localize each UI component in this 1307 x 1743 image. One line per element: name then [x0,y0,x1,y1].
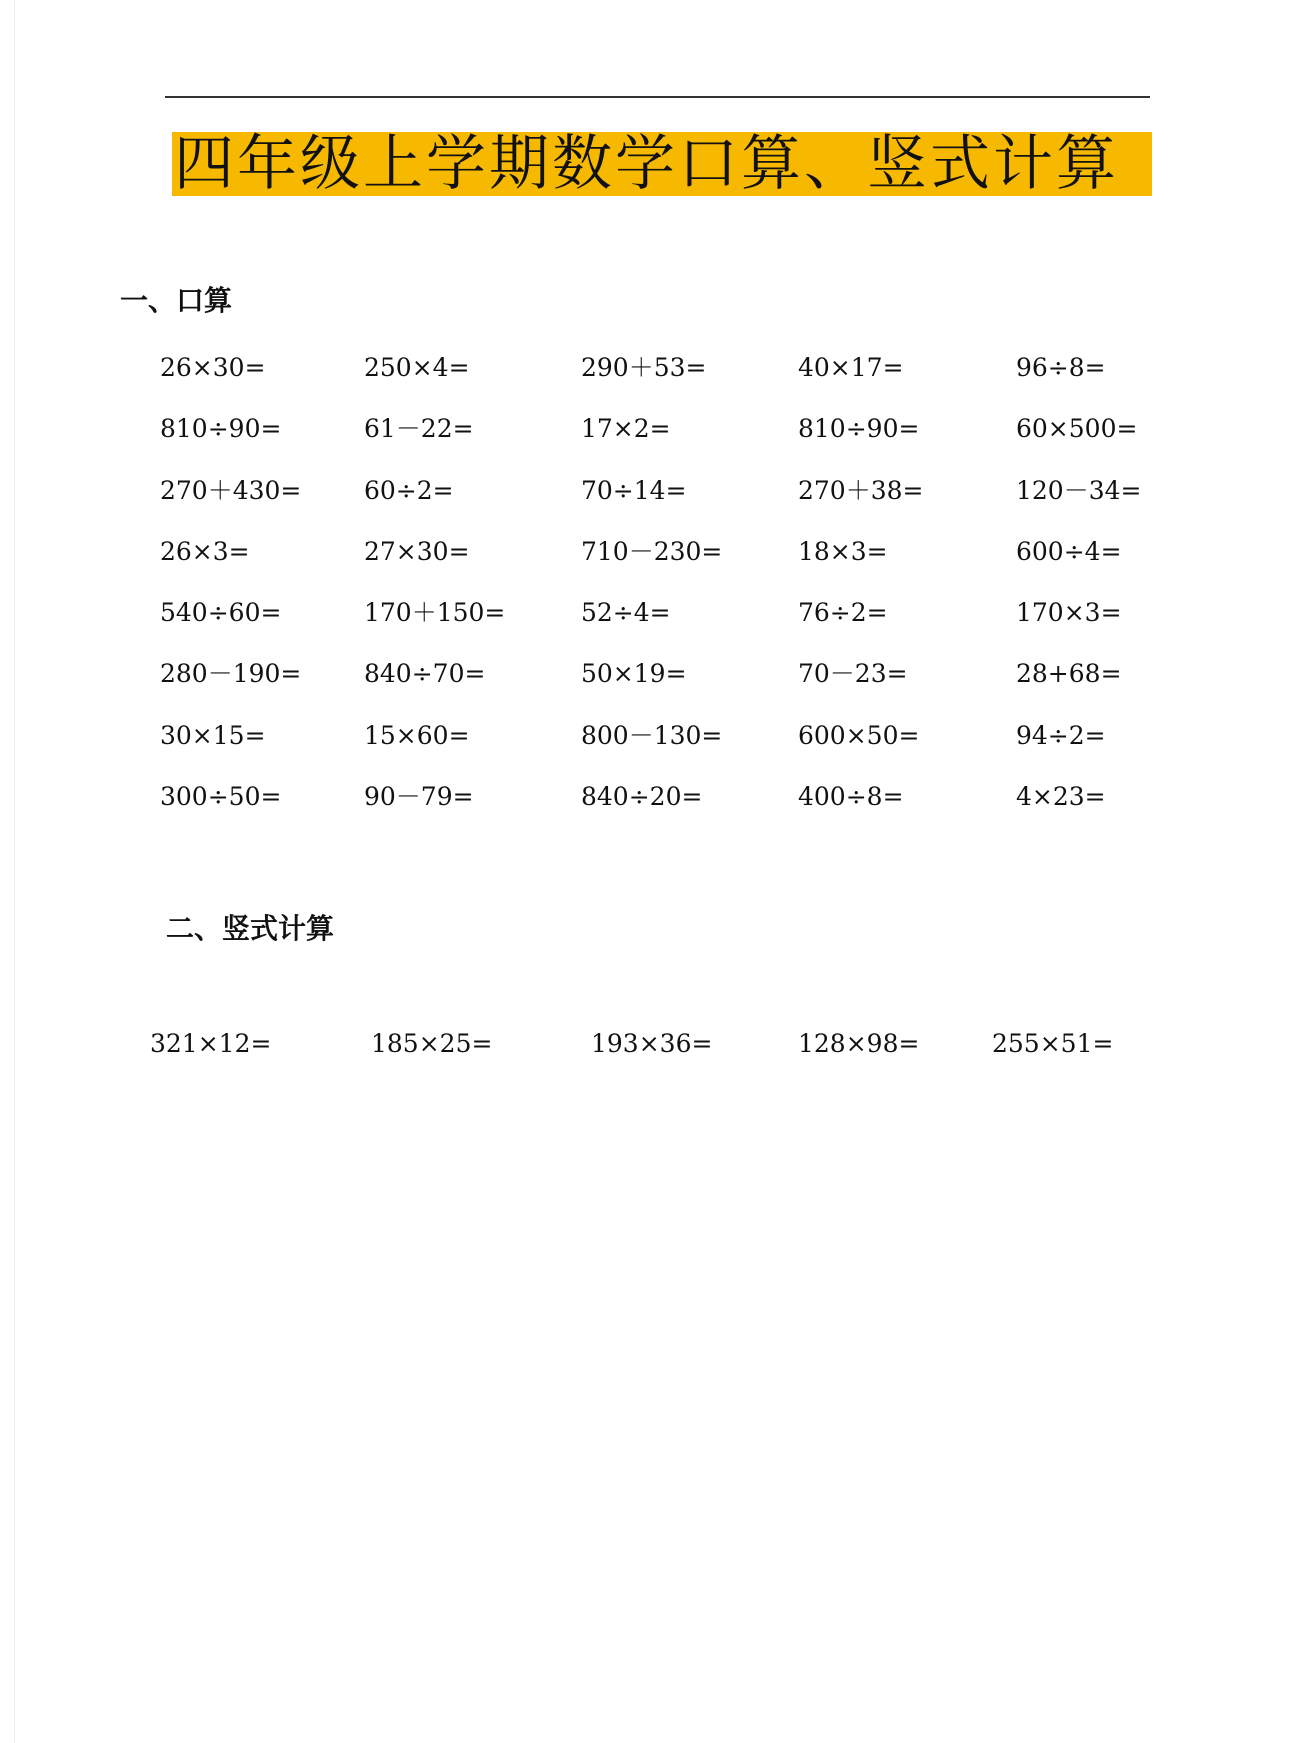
problem: 300÷50= [160,782,282,812]
problem: 4×23= [1016,782,1106,812]
vertical-problem: 185×25= [371,1029,493,1058]
section-heading-vertical-calculation: 二、竖式计算 [166,912,335,945]
problem: 250×4= [364,353,470,382]
problem: 60÷2= [364,475,454,505]
problem: 96÷8= [1016,353,1106,382]
problem: 540÷60= [160,598,282,628]
problem-row [160,718,1160,779]
mental-math-grid [160,350,1160,840]
problem: 270＋38= [798,475,924,505]
problem: 70－23= [798,659,908,689]
worksheet-title: 四年级上学期数学口算、竖式计算 [172,132,1152,196]
problem: 810÷90= [160,414,282,444]
problem: 17×2= [581,414,671,444]
problem-row [160,473,1160,534]
problem-row [160,595,1160,656]
problem: 280－190= [160,659,302,689]
problem: 800－130= [581,720,723,750]
problem: 600÷4= [1016,536,1122,566]
problem: 90－79= [364,782,474,812]
problem: 50×19= [581,659,687,689]
problem: 61－22= [364,414,474,444]
problem: 810÷90= [798,414,920,444]
problem: 170×3= [1016,598,1122,628]
problem: 400÷8= [798,782,904,812]
top-divider [165,96,1150,98]
problem: 840÷20= [581,782,703,812]
problem: 70÷14= [581,475,687,505]
vertical-calculation-row [0,1026,1307,1066]
vertical-problem: 128×98= [798,1029,920,1058]
problem: 18×3= [798,536,888,566]
problem: 60×500= [1016,414,1138,444]
problem: 270＋430= [160,475,302,505]
vertical-problem: 193×36= [591,1029,713,1058]
problem: 27×30= [364,536,470,566]
problem: 26×30= [160,353,266,382]
problem: 52÷4= [581,598,671,628]
problem: 30×15= [160,720,266,750]
problem: 76÷2= [798,598,888,628]
worksheet-page [14,0,1307,1743]
problem-row [160,656,1160,717]
problem: 40×17= [798,353,904,382]
problem-row [160,779,1160,840]
problem-row [160,534,1160,595]
problem-row [160,350,1160,411]
section-heading-mental-math: 一、口算 [120,284,233,317]
problem: 840÷70= [364,659,486,689]
problem: 94÷2= [1016,720,1106,750]
problem: 26×3= [160,536,250,566]
problem: 710－230= [581,536,723,566]
problem: 28+68= [1016,659,1122,689]
vertical-problem: 255×51= [992,1029,1114,1058]
problem-row [160,411,1160,472]
problem: 600×50= [798,720,920,750]
problem: 120－34= [1016,475,1142,505]
vertical-problem: 321×12= [150,1029,272,1058]
problem: 290＋53= [581,353,707,382]
problem: 170＋150= [364,598,506,628]
problem: 15×60= [364,720,470,750]
